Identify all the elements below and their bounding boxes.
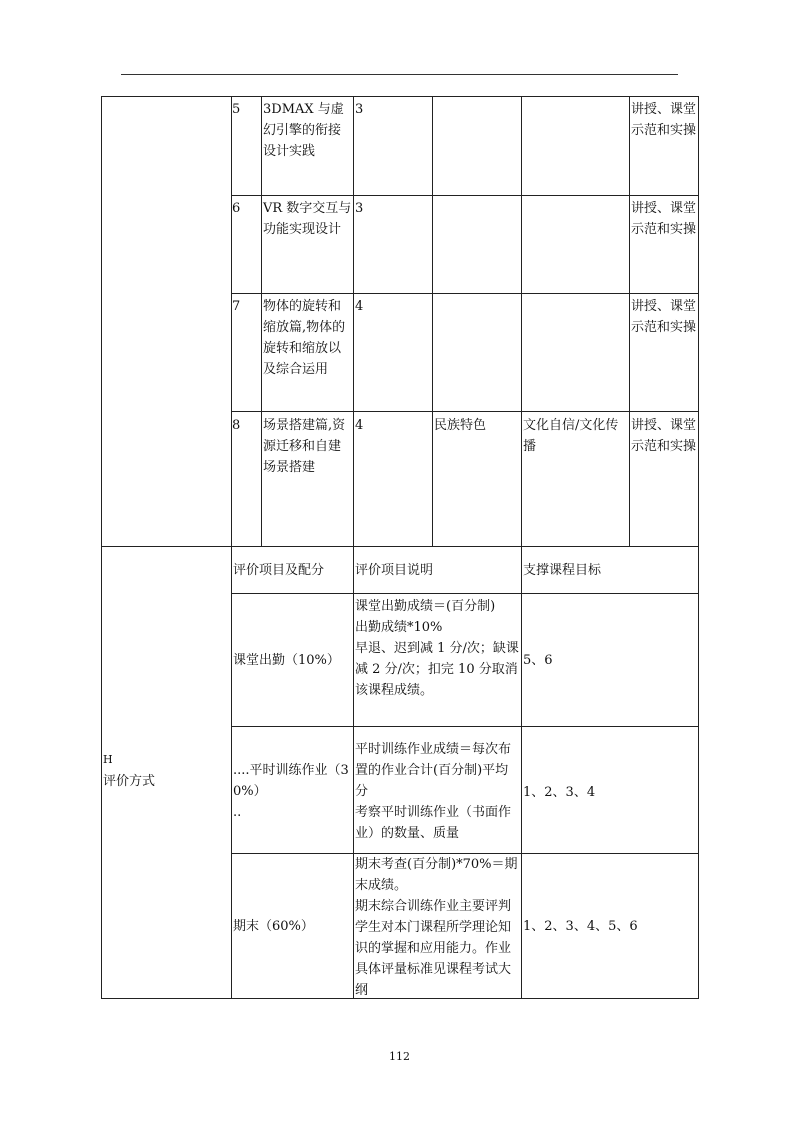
page-number: 112 — [389, 1050, 410, 1063]
supported-targets: 1、2、3、4、5、6 — [523, 919, 638, 934]
row-divider — [231, 593, 699, 594]
class-hours: 3 — [355, 102, 364, 117]
row-divider — [231, 726, 699, 727]
ideology-element: 民族特色 — [434, 418, 487, 433]
header-supported-targets: 支撑课程目标 — [523, 563, 602, 578]
course-table — [101, 96, 699, 999]
teaching-method: 讲授、课堂示范和实操 — [631, 201, 697, 237]
evaluation-section-label: 评价方式 — [103, 774, 156, 789]
class-hours: 4 — [355, 418, 364, 433]
teaching-content: VR 数字交互与功能实现设计 — [263, 201, 352, 237]
evaluation-item: 期末（60%） — [233, 919, 314, 934]
row-number: 7 — [232, 299, 241, 314]
header-evaluation-item: 评价项目及配分 — [233, 563, 325, 578]
table-border-left — [101, 96, 102, 999]
column-divider — [231, 96, 232, 999]
row-number: 5 — [232, 102, 241, 117]
ideology-goal: 文化自信/文化传播 — [523, 418, 619, 454]
teaching-content: 场景搭建篇,资源迁移和自建场景搭建 — [263, 418, 346, 475]
evaluation-item: 课堂出勤（10%） — [233, 653, 340, 668]
supported-targets: 5、6 — [523, 653, 553, 668]
supported-targets: 1、2、3、4 — [523, 785, 596, 800]
column-divider — [521, 96, 522, 999]
page-header-rule — [121, 74, 678, 75]
evaluation-description: 课堂出勤成绩＝(百分制) 出勤成绩*10% 早退、迟到减 1 分/次；缺课减 2 分/次；扣完 10 分取消该课程成绩。 — [355, 599, 519, 698]
evaluation-item: ....平时训练作业（30%） .. — [233, 763, 349, 820]
table-border-top — [101, 96, 699, 97]
evaluation-description: 平时训练作业成绩＝每次布置的作业合计(百分制)平均分 考察平时训练作业（书面作业）的数量、质量 — [355, 742, 512, 841]
evaluation-section-prefix: H — [103, 753, 113, 766]
column-divider — [629, 96, 630, 546]
column-divider — [432, 96, 433, 546]
class-hours: 3 — [355, 201, 364, 216]
row-number: 6 — [232, 201, 241, 216]
teaching-content: 3DMAX 与虚幻引擎的衔接设计实践 — [263, 102, 344, 159]
column-divider — [353, 96, 354, 999]
class-hours: 4 — [355, 299, 364, 314]
row-number: 8 — [232, 418, 241, 433]
teaching-method: 讲授、课堂示范和实操 — [631, 299, 697, 335]
header-evaluation-description: 评价项目说明 — [355, 563, 434, 578]
teaching-method: 讲授、课堂示范和实操 — [631, 418, 697, 454]
teaching-content: 物体的旋转和缩放篇,物体的旋转和缩放以及综合运用 — [263, 299, 346, 377]
column-divider — [261, 96, 262, 546]
section-divider — [101, 546, 699, 547]
teaching-method: 讲授、课堂示范和实操 — [631, 102, 697, 138]
evaluation-description: 期末考查(百分制)*70%＝期末成绩。 期末综合训练作业主要评判学生对本门课程所学理论知识的掌握和应用能力。作业具体评量标准见课程考试大纲 — [355, 857, 518, 998]
